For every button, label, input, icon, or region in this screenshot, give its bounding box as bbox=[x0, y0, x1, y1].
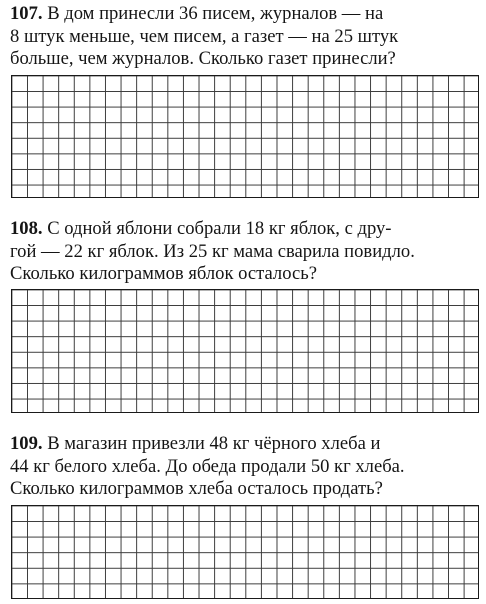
problem-107-line-2: 8 штук меньше, чем писем, а газет — на 25 штук bbox=[10, 25, 399, 47]
problem-107-line-1: 107. В дом принесли 36 писем, журналов — на bbox=[10, 3, 384, 24]
problem-108-text bbox=[10, 218, 480, 286]
problem-108-line-1: 108. С одной яблони собрали 18 кг яблок, с дру- bbox=[10, 218, 392, 239]
answer-grid-107[interactable] bbox=[11, 75, 479, 198]
problem-109-line-2: 44 кг белого хлеба. До обеда продали 50 кг хлеба. bbox=[10, 455, 405, 477]
problem-109-line-1: 109. В магазин привезли 48 кг чёрного хлеба и bbox=[10, 433, 381, 454]
problem-108-line-3: Сколько килограммов яблок осталось? bbox=[10, 263, 317, 284]
problem-number: 108. bbox=[10, 218, 43, 239]
problem-number: 107. bbox=[10, 3, 43, 24]
answer-grid-108[interactable] bbox=[11, 289, 479, 413]
answer-grid-109[interactable] bbox=[11, 505, 479, 599]
problem-108-line-2: гой — 22 кг яблок. Из 25 кг мама сварила повидло. bbox=[10, 240, 415, 262]
problem-107-text bbox=[10, 3, 480, 71]
problem-107-line-3: больше, чем журналов. Сколько газет принесли? bbox=[10, 48, 396, 69]
problem-109-line-3: Сколько килограммов хлеба осталось продать? bbox=[10, 478, 383, 499]
problem-109-text bbox=[10, 433, 480, 501]
problem-number: 109. bbox=[10, 433, 43, 454]
